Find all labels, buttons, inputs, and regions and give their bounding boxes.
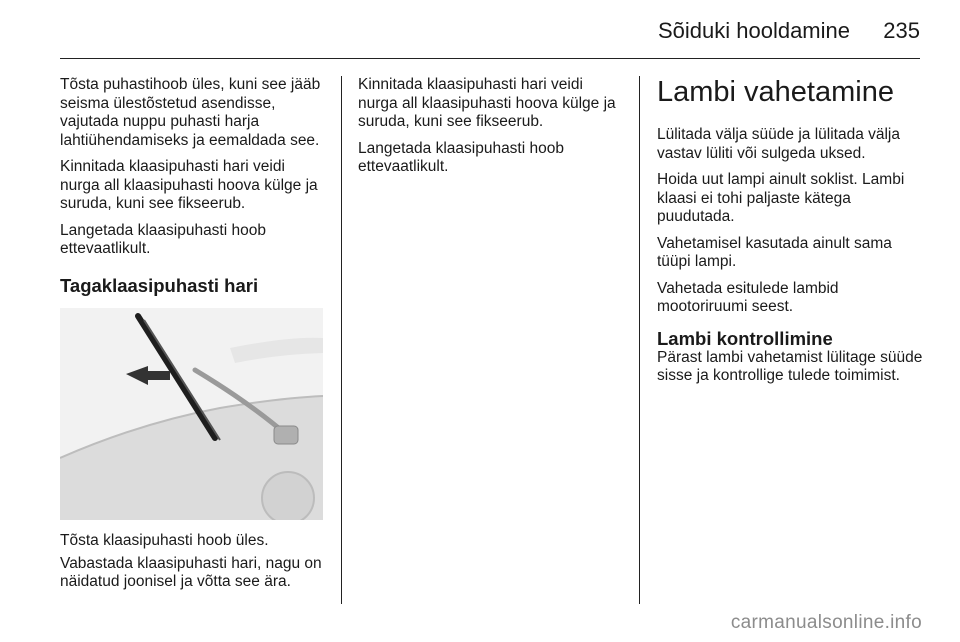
rear-wiper-illustration (60, 308, 323, 520)
column-divider (341, 76, 342, 604)
paragraph: Langetada klaasipuhasti hoob ettevaatlikult. (60, 221, 266, 257)
figure-caption (60, 532, 328, 596)
watermark: carmanualsonline.info (730, 612, 922, 633)
header-divider (60, 58, 920, 59)
chapter-title: Sõiduki hooldamine (657, 18, 850, 43)
page-header (60, 14, 920, 50)
paragraph: Langetada klaasipuhasti hoob ettevaatlikult. (358, 139, 564, 175)
paragraph: Tõsta puhastihoob üles, kuni see jääb seisma ülestõstetud asendisse, vajutada nuppu puhasti harja lahtiühendamiseks ja eemaldada see. (60, 76, 321, 149)
paragraph: Pärast lambi vahetamist lülitage süüde sisse ja kontrollige tulede toimimist. (657, 348, 923, 384)
paragraph: Kinnitada klaasipuhasti hari veidi nurga all klaasipuhasti hoova külge ja suruda, kuni see fikseerub. (358, 76, 616, 130)
caption-line: Vabastada klaasipuhasti hari, nagu on näidatud joonisel ja võtta see ära. (60, 554, 322, 590)
column-divider (639, 76, 640, 604)
column-2 (358, 76, 626, 185)
page-number: 235 (883, 18, 920, 43)
paragraph: Hoida uut lampi ainult soklist. Lambi klaasi ei tohi paljaste kätega puudutada. (657, 171, 905, 225)
paragraph: Vahetamisel kasutada ainult sama tüüpi lampi. (657, 234, 892, 270)
section-heading: Tagaklaasipuhasti hari (60, 274, 259, 296)
paragraph: Kinnitada klaasipuhasti hari veidi nurga all klaasipuhasti hoova külge ja suruda, kuni see fikseerub. (60, 158, 318, 212)
caption-line: Tõsta klaasipuhasti hoob üles. (60, 532, 269, 549)
column-1 (60, 76, 328, 309)
column-3 (657, 76, 925, 394)
section-title: Lambi vahetamine (657, 76, 894, 108)
subsection-heading: Lambi kontrollimine (657, 327, 833, 349)
paragraph: Vahetada esitulede lambid mootoriruumi seest. (657, 279, 839, 315)
paragraph: Lülitada välja süüde ja lülitada välja vastav lüliti või sulgeda uksed. (657, 126, 900, 162)
